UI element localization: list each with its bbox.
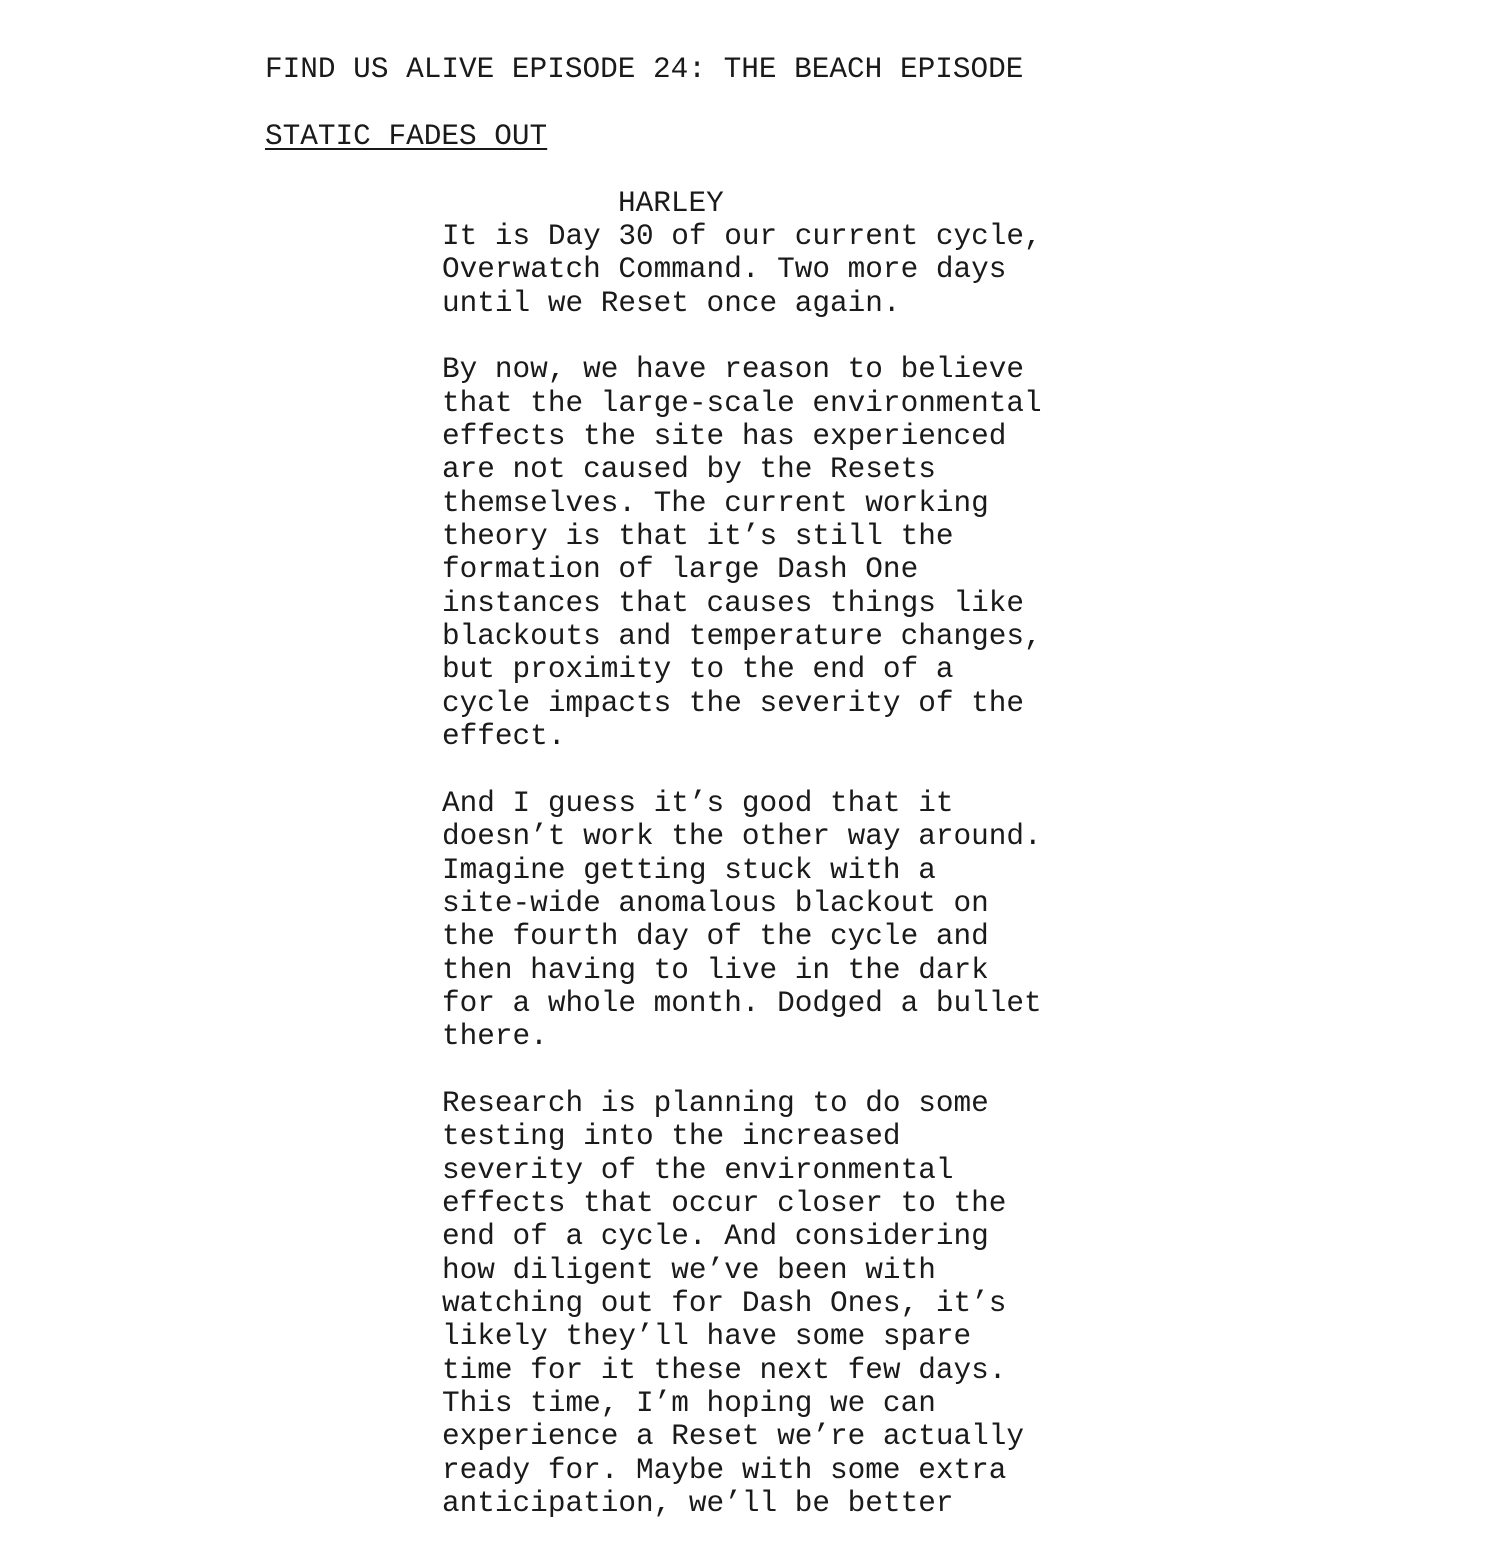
dialogue-line: theory is that it’s still the [442, 520, 954, 554]
dialogue-line: anticipation, we’ll be better [442, 1487, 954, 1521]
dialogue-line: testing into the increased [442, 1120, 901, 1154]
dialogue-line: severity of the environmental [442, 1153, 954, 1187]
dialogue-line: Imagine getting stuck with a [442, 853, 936, 887]
dialogue-paragraph [442, 353, 1082, 753]
dialogue-line: By now, we have reason to believe [442, 353, 1025, 387]
dialogue-line: likely they’ll have some spare [442, 1320, 972, 1354]
dialogue-line: themselves. The current working [442, 486, 989, 520]
dialogue-line: are not caused by the Resets [442, 453, 936, 487]
dialogue-line: It is Day 30 of our current cycle, [442, 220, 1042, 253]
dialogue-line: how diligent we’ve been with [442, 1253, 936, 1287]
dialogue-line: the fourth day of the cycle and [442, 920, 989, 954]
dialogue-line: watching out for Dash Ones, it’s [442, 1287, 1007, 1320]
dialogue-line: Overwatch Command. Two more days [442, 253, 1007, 287]
dialogue-line: cycle impacts the severity of the [442, 686, 1025, 720]
dialogue-line: formation of large Dash One [442, 553, 919, 587]
character-name: HARLEY [618, 187, 724, 220]
dialogue-line: experience a Reset we’re actually [442, 1420, 1025, 1454]
dialogue-line: then having to live in the dark [442, 953, 989, 987]
dialogue-line: effects that occur closer to the [442, 1186, 1007, 1220]
dialogue-line: until we Reset once again. [442, 286, 901, 320]
dialogue-line: site-wide anomalous blackout on [442, 886, 989, 920]
dialogue-line: there. [442, 1020, 548, 1054]
dialogue-line: but proximity to the end of a [442, 653, 954, 687]
dialogue-line: Research is planning to do some [442, 1086, 989, 1120]
scene-heading: STATIC FADES OUT [265, 120, 548, 153]
dialogue-line: time for it these next few days. [442, 1353, 1007, 1387]
dialogue-paragraph [442, 1087, 1082, 1520]
dialogue-line: effects the site has experienced [442, 420, 1007, 454]
dialogue-line: effect. [442, 720, 566, 754]
dialogue-line: for a whole month. Dodged a bullet [442, 986, 1042, 1020]
dialogue-line: doesn’t work the other way around. [442, 820, 1042, 854]
dialogue-line: And I guess it’s good that it [442, 786, 954, 820]
dialogue-line: ready for. Maybe with some extra [442, 1453, 1007, 1487]
dialogue-block [442, 220, 1082, 1554]
episode-title: FIND US ALIVE EPISODE 24: THE BEACH EPISODE [265, 53, 1024, 86]
dialogue-line: blackouts and temperature changes, [442, 620, 1042, 654]
dialogue-line: end of a cycle. And considering [442, 1220, 989, 1254]
dialogue-paragraph [442, 220, 1082, 320]
dialogue-line: instances that causes things like [442, 586, 1025, 620]
dialogue-paragraph [442, 787, 1082, 1054]
dialogue-line: This time, I’m hoping we can [442, 1387, 936, 1421]
dialogue-line: that the large-scale environmental [442, 386, 1042, 420]
